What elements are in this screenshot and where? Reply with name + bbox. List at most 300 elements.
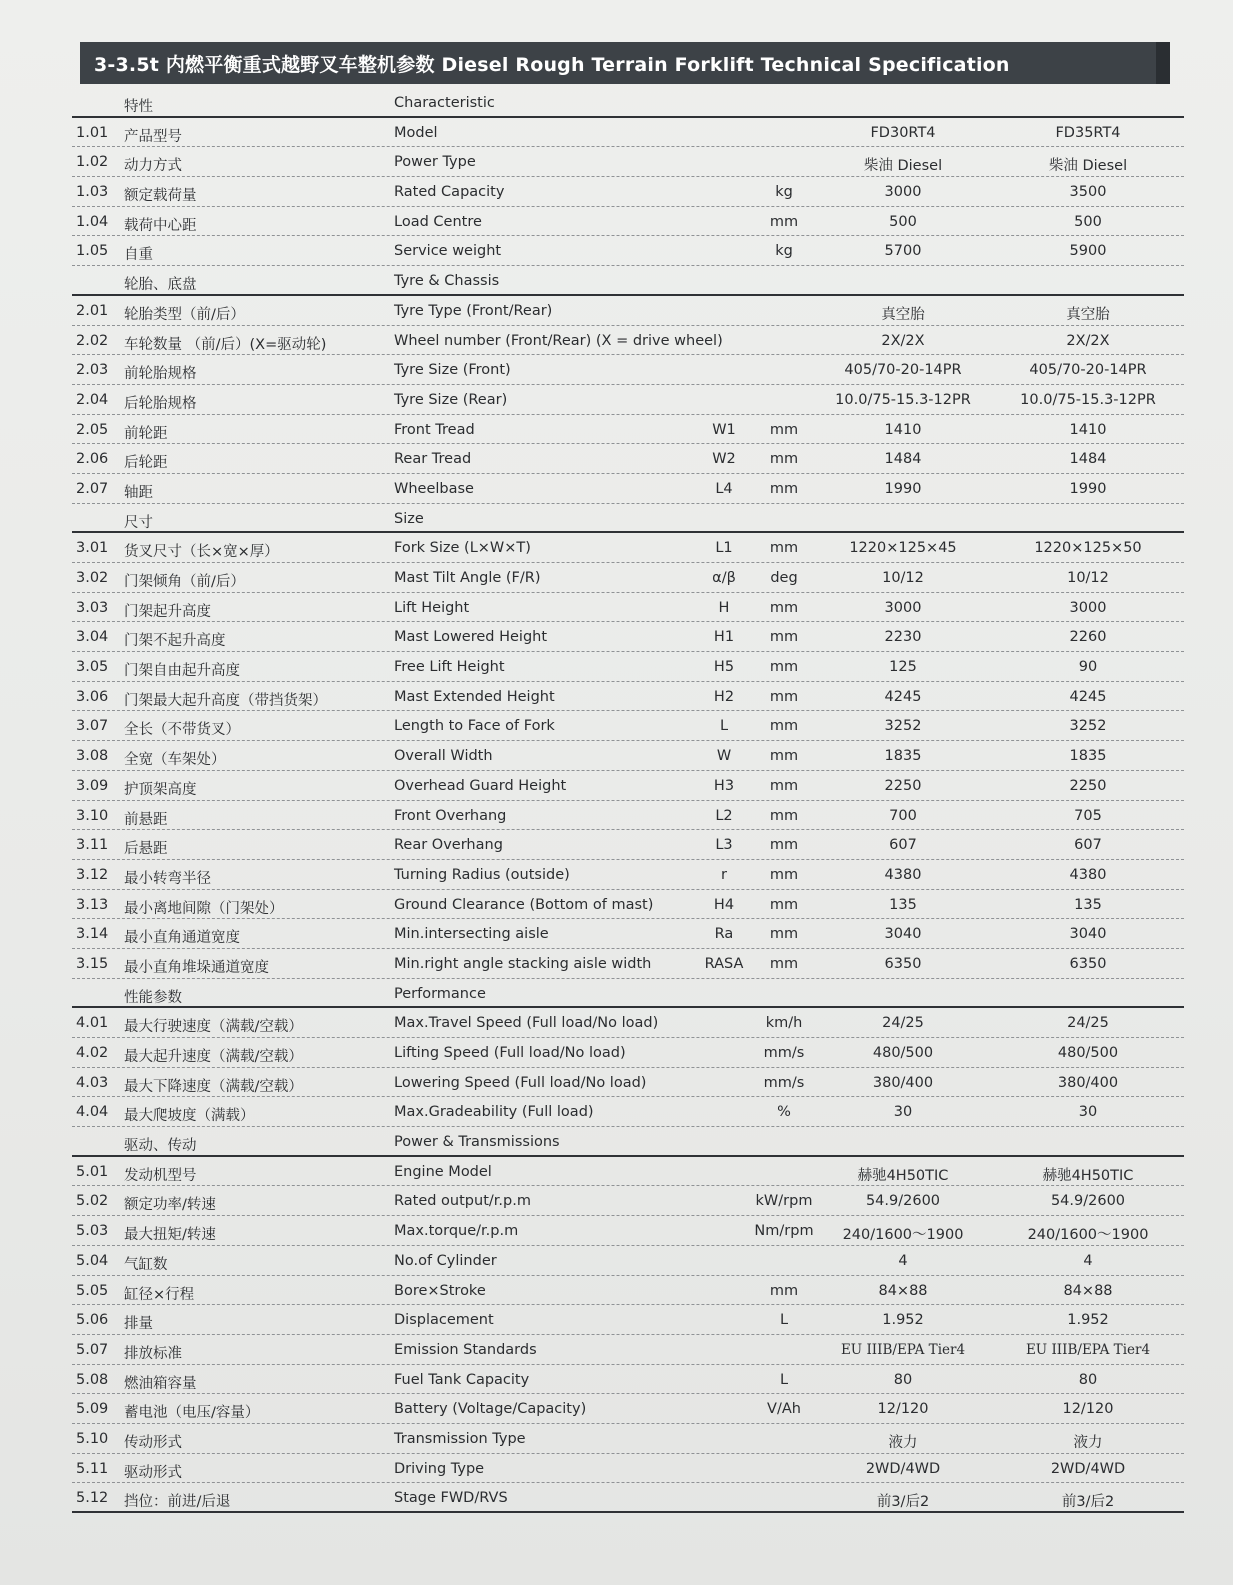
label-cn: 额定载荷量 — [124, 188, 197, 205]
row-number: 3.11 — [76, 837, 109, 854]
value-model-1: 3040 — [884, 926, 922, 943]
label-en: Lift Height — [394, 599, 470, 616]
value-model-2: 405/70-20-14PR — [1029, 362, 1147, 379]
table-row — [72, 1068, 1184, 1098]
label-en: Wheelbase — [394, 480, 474, 497]
row-number: 3.06 — [76, 688, 109, 705]
row-number: 2.01 — [76, 302, 109, 319]
label-cn: 驱动形式 — [124, 1464, 182, 1481]
value-model-1: 柴油 Diesel — [863, 158, 943, 175]
section-title-en: Size — [394, 510, 424, 527]
value-model-1: 84×88 — [878, 1282, 928, 1299]
value-model-2: 3000 — [1069, 599, 1107, 616]
value-model-1: 10/12 — [882, 570, 924, 586]
value-model-2: 3500 — [1069, 184, 1107, 201]
label-cn: 轮胎类型（前/后） — [124, 306, 245, 323]
label-en: Power Type — [394, 154, 476, 171]
label-en: Stage FWD/RVS — [394, 1490, 508, 1507]
label-cn: 燃油箱容量 — [124, 1375, 197, 1392]
label-cn: 车轮数量 （前/后）(X=驱动轮) — [124, 336, 327, 353]
value-model-1: FD30RT4 — [870, 124, 936, 141]
section-header — [72, 504, 1184, 534]
label-cn: 后轮距 — [124, 455, 168, 472]
value-model-2: 前3/后2 — [1061, 1494, 1115, 1511]
symbol: H2 — [713, 688, 735, 705]
value-model-1: 1410 — [884, 421, 922, 438]
unit: mm — [769, 540, 799, 557]
unit: mm — [769, 866, 799, 883]
value-model-1: 6350 — [884, 955, 922, 972]
label-en: Wheel number (Front/Rear) (X = drive wheel) — [394, 332, 723, 349]
label-cn: 最大起升速度（满载/空载） — [124, 1049, 303, 1065]
value-model-2: 柴油 Diesel — [1048, 158, 1128, 175]
table-row — [72, 1186, 1184, 1216]
value-model-1: 380/400 — [872, 1074, 934, 1091]
symbol: H5 — [713, 659, 735, 676]
value-model-1: 3000 — [884, 599, 922, 616]
value-model-1: 3252 — [884, 718, 922, 735]
row-number: 3.04 — [76, 629, 109, 646]
symbol: W1 — [712, 421, 736, 438]
label-en: Max.Travel Speed (Full load/No load) — [394, 1015, 659, 1032]
table-row — [72, 385, 1184, 415]
value-model-1: 4380 — [884, 866, 922, 883]
label-cn: 门架不起升高度 — [124, 633, 226, 650]
unit: deg — [770, 570, 798, 586]
label-en: Tyre Size (Front) — [394, 362, 511, 379]
unit: mm — [769, 213, 799, 230]
value-model-1: 24/25 — [882, 1015, 924, 1032]
value-model-1: 真空胎 — [881, 306, 925, 323]
row-number: 5.01 — [76, 1163, 109, 1180]
label-cn: 载荷中心距 — [124, 217, 197, 234]
table-row — [72, 801, 1184, 831]
label-cn: 最小直角堆垛通道宽度 — [124, 959, 269, 976]
value-model-1: 2WD/4WD — [865, 1460, 941, 1477]
table-row — [72, 207, 1184, 237]
label-cn: 轴距 — [124, 484, 153, 501]
table-row — [72, 1157, 1184, 1187]
row-number: 3.01 — [76, 540, 109, 557]
value-model-2: 1.952 — [1067, 1312, 1109, 1329]
value-model-1: 125 — [889, 659, 917, 676]
label-en: Engine Model — [394, 1163, 492, 1180]
value-model-2: 90 — [1078, 659, 1098, 676]
value-model-1: 3000 — [884, 184, 922, 201]
table-row — [72, 1454, 1184, 1484]
row-number: 5.11 — [76, 1460, 109, 1477]
label-cn: 货叉尺寸（长×宽×厚） — [124, 544, 279, 561]
value-model-2: 2X/2X — [1066, 332, 1110, 349]
label-en: Overall Width — [394, 748, 493, 765]
table-row — [72, 1365, 1184, 1395]
value-model-2: FD35RT4 — [1055, 124, 1121, 141]
label-en: Rear Tread — [394, 451, 472, 468]
table-row — [72, 444, 1184, 474]
value-model-2: 500 — [1074, 213, 1102, 230]
value-model-1: 2250 — [884, 777, 922, 794]
row-number: 2.07 — [76, 480, 109, 497]
label-cn: 门架倾角（前/后） — [124, 574, 245, 590]
label-en: Ground Clearance (Bottom of mast) — [394, 896, 654, 913]
unit: kW/rpm — [755, 1193, 813, 1210]
symbol: H3 — [713, 777, 735, 794]
table-row — [72, 474, 1184, 504]
unit: L — [779, 1312, 789, 1329]
row-number: 4.01 — [76, 1015, 109, 1032]
label-en: Fork Size (L×W×T) — [394, 540, 531, 557]
unit: mm — [769, 659, 799, 676]
symbol: r — [721, 866, 727, 883]
unit: mm — [769, 955, 799, 972]
table-row — [72, 147, 1184, 177]
table-row — [72, 1097, 1184, 1127]
symbol: Ra — [714, 926, 734, 943]
label-cn: 门架最大起升高度（带挡货架） — [124, 692, 327, 709]
row-number: 5.05 — [76, 1282, 109, 1299]
value-model-2: EU IIIB/EPA Tier4 — [1025, 1341, 1151, 1358]
section-title-cn: 轮胎、底盘 — [124, 277, 197, 294]
value-model-2: 2250 — [1069, 777, 1107, 794]
value-model-1: 10.0/75-15.3-12PR — [835, 391, 971, 408]
row-number: 2.05 — [76, 421, 109, 438]
label-en: Free Lift Height — [394, 659, 505, 676]
label-cn: 蓄电池（电压/容量） — [124, 1405, 260, 1422]
value-model-1: EU IIIB/EPA Tier4 — [840, 1341, 966, 1358]
table-row — [72, 741, 1184, 771]
value-model-1: 1.952 — [882, 1312, 924, 1329]
row-number: 5.07 — [76, 1341, 109, 1358]
value-model-1: 2X/2X — [881, 332, 925, 349]
unit: mm — [769, 629, 799, 646]
section-title-cn: 驱动、传动 — [124, 1138, 197, 1155]
label-en: Bore×Stroke — [394, 1282, 486, 1299]
label-en: Mast Tilt Angle (F/R) — [394, 570, 541, 586]
value-model-2: 4380 — [1069, 866, 1107, 883]
unit: mm — [769, 688, 799, 705]
unit: L — [779, 1371, 789, 1388]
label-en: Rated output/r.p.m — [394, 1193, 531, 1210]
label-en: Length to Face of Fork — [394, 718, 555, 735]
label-en: Min.intersecting aisle — [394, 926, 549, 943]
row-number: 5.09 — [76, 1401, 109, 1418]
row-number: 5.10 — [76, 1430, 109, 1447]
label-cn: 最大行驶速度（满载/空载） — [124, 1019, 303, 1036]
value-model-1: 135 — [889, 896, 917, 913]
value-model-1: 2230 — [884, 629, 922, 646]
symbol: L4 — [715, 480, 733, 497]
unit: kg — [775, 243, 793, 260]
value-model-2: 607 — [1074, 837, 1102, 854]
unit: mm — [769, 599, 799, 616]
value-model-1: 1484 — [884, 451, 922, 468]
section-title-en: Characteristic — [394, 95, 495, 111]
row-number: 1.03 — [76, 184, 109, 201]
value-model-2: 380/400 — [1057, 1074, 1119, 1091]
value-model-1: 1990 — [884, 480, 922, 497]
table-row — [72, 415, 1184, 445]
label-cn: 最大下降速度（满载/空载） — [124, 1078, 303, 1095]
label-cn: 缸径×行程 — [124, 1286, 195, 1303]
value-model-2: 4245 — [1069, 688, 1107, 705]
section-title-cn: 性能参数 — [124, 989, 182, 1006]
unit: mm — [769, 451, 799, 468]
value-model-1: 4245 — [884, 688, 922, 705]
value-model-2: 12/120 — [1062, 1401, 1114, 1418]
symbol: W2 — [712, 451, 736, 468]
label-cn: 全长（不带货叉） — [124, 722, 240, 739]
table-row — [72, 1483, 1184, 1513]
symbol: H1 — [713, 629, 735, 646]
symbol: L1 — [715, 540, 733, 557]
document-title: 3-3.5t 内燃平衡重式越野叉车整机参数 Diesel Rough Terrain Forklift Technical Specification — [94, 53, 1010, 76]
label-cn: 发动机型号 — [124, 1167, 197, 1184]
value-model-2: 135 — [1074, 896, 1102, 913]
label-en: Emission Standards — [394, 1341, 537, 1358]
section-header — [72, 979, 1184, 1009]
value-model-2: 30 — [1078, 1104, 1098, 1121]
row-number: 1.02 — [76, 154, 109, 171]
label-cn: 门架自由起升高度 — [124, 663, 240, 680]
value-model-1: 607 — [889, 837, 917, 854]
value-model-2: 3040 — [1069, 926, 1107, 943]
label-cn: 门架起升高度 — [124, 603, 211, 620]
label-cn: 最小直角通道宽度 — [124, 930, 240, 947]
value-model-1: 80 — [893, 1371, 913, 1388]
label-cn: 额定功率/转速 — [124, 1197, 216, 1214]
unit: kg — [775, 184, 793, 201]
value-model-2: 5900 — [1069, 243, 1107, 260]
value-model-1: 12/120 — [877, 1401, 929, 1418]
label-en: Lifting Speed (Full load/No load) — [394, 1045, 626, 1061]
row-number: 3.08 — [76, 748, 109, 765]
row-number: 3.10 — [76, 807, 109, 824]
unit: mm — [769, 748, 799, 765]
label-en: Max.Gradeability (Full load) — [394, 1104, 594, 1121]
label-cn: 排量 — [124, 1316, 153, 1333]
table-row — [72, 355, 1184, 385]
symbol: H4 — [713, 896, 735, 913]
table-row — [72, 682, 1184, 712]
table-row — [72, 593, 1184, 623]
row-number: 2.02 — [76, 332, 109, 349]
value-model-1: 5700 — [884, 243, 922, 260]
label-en: Service weight — [394, 243, 502, 260]
label-cn: 前轮胎规格 — [124, 366, 197, 383]
label-en: Rated Capacity — [394, 184, 505, 201]
label-en: Fuel Tank Capacity — [394, 1371, 530, 1388]
row-number: 3.02 — [76, 570, 109, 586]
section-title-en: Power & Transmissions — [394, 1134, 560, 1151]
symbol: H — [718, 599, 730, 616]
symbol: RASA — [704, 955, 744, 972]
value-model-2: 480/500 — [1057, 1045, 1119, 1061]
row-number: 2.06 — [76, 451, 109, 468]
value-model-2: 2260 — [1069, 629, 1107, 646]
value-model-2: 1410 — [1069, 421, 1107, 438]
table-row — [72, 563, 1184, 593]
value-model-1: 54.9/2600 — [865, 1193, 941, 1210]
label-en: Min.right angle stacking aisle width — [394, 955, 652, 972]
row-number: 5.04 — [76, 1252, 109, 1269]
table-row — [72, 830, 1184, 860]
table-row — [72, 177, 1184, 207]
value-model-2: 54.9/2600 — [1050, 1193, 1126, 1210]
spec-table — [72, 88, 1184, 1513]
label-en: Turning Radius (outside) — [394, 866, 570, 883]
table-row — [72, 652, 1184, 682]
label-cn: 动力方式 — [124, 158, 182, 175]
unit: mm — [769, 837, 799, 854]
value-model-1: 1220×125×45 — [849, 540, 957, 557]
label-en: Mast Lowered Height — [394, 629, 548, 646]
unit: mm — [769, 807, 799, 824]
section-header — [72, 88, 1184, 118]
value-model-2: 6350 — [1069, 955, 1107, 972]
value-model-2: 10/12 — [1067, 570, 1109, 586]
value-model-2: 1220×125×50 — [1034, 540, 1142, 557]
row-number: 5.02 — [76, 1193, 109, 1210]
row-number: 3.07 — [76, 718, 109, 735]
unit: mm — [769, 718, 799, 735]
symbol: L3 — [715, 837, 733, 854]
row-number: 4.02 — [76, 1045, 109, 1061]
row-number: 3.09 — [76, 777, 109, 794]
value-model-1: 液力 — [888, 1434, 918, 1451]
label-en: No.of Cylinder — [394, 1252, 497, 1269]
unit: mm — [769, 1282, 799, 1299]
table-row — [72, 1305, 1184, 1335]
symbol: L — [719, 718, 729, 735]
unit: mm — [769, 480, 799, 497]
value-model-2: 84×88 — [1063, 1282, 1113, 1299]
label-en: Transmission Type — [394, 1430, 526, 1447]
symbol: α/β — [712, 570, 736, 586]
table-row — [72, 118, 1184, 148]
value-model-1: 700 — [889, 807, 917, 824]
table-row — [72, 711, 1184, 741]
row-number: 3.05 — [76, 659, 109, 676]
row-number: 1.01 — [76, 124, 109, 141]
label-cn: 气缸数 — [124, 1256, 168, 1273]
row-number: 3.12 — [76, 866, 109, 883]
unit: % — [777, 1104, 791, 1121]
value-model-1: 405/70-20-14PR — [844, 362, 962, 379]
value-model-2: 4 — [1083, 1252, 1093, 1269]
unit: mm — [769, 926, 799, 943]
row-number: 2.03 — [76, 362, 109, 379]
row-number: 3.15 — [76, 955, 109, 972]
label-cn: 前悬距 — [124, 811, 168, 828]
label-cn: 最小离地间隙（门架处） — [124, 900, 284, 917]
row-number: 3.13 — [76, 896, 109, 913]
row-number: 1.05 — [76, 243, 109, 260]
label-cn: 自重 — [124, 247, 153, 264]
unit: Nm/rpm — [754, 1223, 814, 1240]
unit: km/h — [765, 1015, 803, 1032]
table-row — [72, 771, 1184, 801]
table-row — [72, 1008, 1184, 1038]
value-model-2: 240/1600～1900 — [1027, 1227, 1149, 1244]
value-model-1: 4 — [898, 1252, 908, 1269]
table-row — [72, 326, 1184, 356]
value-model-2: 10.0/75-15.3-12PR — [1020, 391, 1156, 408]
row-number: 3.14 — [76, 926, 109, 943]
label-en: Front Overhang — [394, 807, 507, 824]
unit: mm/s — [763, 1074, 805, 1091]
section-header — [72, 1127, 1184, 1157]
row-number: 2.04 — [76, 391, 109, 408]
table-row — [72, 1216, 1184, 1246]
label-cn: 后悬距 — [124, 841, 168, 858]
label-en: Battery (Voltage/Capacity) — [394, 1401, 587, 1418]
label-en: Tyre Size (Rear) — [394, 391, 508, 408]
label-en: Front Tread — [394, 421, 475, 438]
table-row — [72, 949, 1184, 979]
unit: mm — [769, 421, 799, 438]
table-row — [72, 622, 1184, 652]
row-number: 5.08 — [76, 1371, 109, 1388]
label-cn: 最大爬坡度（满载） — [124, 1108, 255, 1125]
label-cn: 护顶架高度 — [124, 781, 197, 798]
value-model-1: 前3/后2 — [876, 1494, 930, 1511]
row-number: 3.03 — [76, 599, 109, 616]
value-model-2: 3252 — [1069, 718, 1107, 735]
value-model-2: 24/25 — [1067, 1015, 1109, 1032]
label-cn: 挡位：前进/后退 — [124, 1494, 231, 1511]
label-en: Driving Type — [394, 1460, 485, 1477]
row-number: 5.12 — [76, 1490, 109, 1507]
value-model-2: 1835 — [1069, 748, 1107, 765]
value-model-1: 1835 — [884, 748, 922, 765]
label-en: Model — [394, 124, 438, 141]
value-model-2: 真空胎 — [1066, 306, 1110, 323]
value-model-1: 480/500 — [872, 1045, 934, 1061]
row-number: 4.03 — [76, 1074, 109, 1091]
section-header — [72, 266, 1184, 296]
table-row — [72, 533, 1184, 563]
label-en: Tyre Type (Front/Rear) — [394, 302, 553, 319]
label-cn: 前轮距 — [124, 425, 168, 442]
section-title-en: Performance — [394, 985, 486, 1002]
table-row — [72, 860, 1184, 890]
section-title-cn: 尺寸 — [124, 514, 153, 531]
table-row — [72, 1246, 1184, 1276]
label-en: Mast Extended Height — [394, 688, 555, 705]
label-cn: 最大扭矩/转速 — [124, 1227, 216, 1244]
table-row — [72, 1394, 1184, 1424]
label-cn: 排放标准 — [124, 1345, 182, 1362]
label-cn: 最小转弯半径 — [124, 870, 211, 887]
table-row — [72, 1335, 1184, 1365]
value-model-2: 80 — [1078, 1371, 1098, 1388]
label-en: Rear Overhang — [394, 837, 503, 854]
value-model-2: 705 — [1074, 807, 1102, 824]
value-model-1: 赫驰4H50TIC — [857, 1167, 949, 1184]
unit: mm/s — [763, 1045, 805, 1061]
value-model-2: 液力 — [1073, 1434, 1103, 1451]
table-row — [72, 1276, 1184, 1306]
value-model-1: 500 — [889, 213, 917, 230]
unit: mm — [769, 777, 799, 794]
unit: V/Ah — [767, 1401, 801, 1418]
unit: mm — [769, 896, 799, 913]
value-model-2: 1484 — [1069, 451, 1107, 468]
value-model-2: 2WD/4WD — [1050, 1460, 1126, 1477]
value-model-2: 赫驰4H50TIC — [1042, 1167, 1134, 1184]
section-title-en: Tyre & Chassis — [394, 273, 500, 290]
label-cn: 后轮胎规格 — [124, 395, 197, 412]
